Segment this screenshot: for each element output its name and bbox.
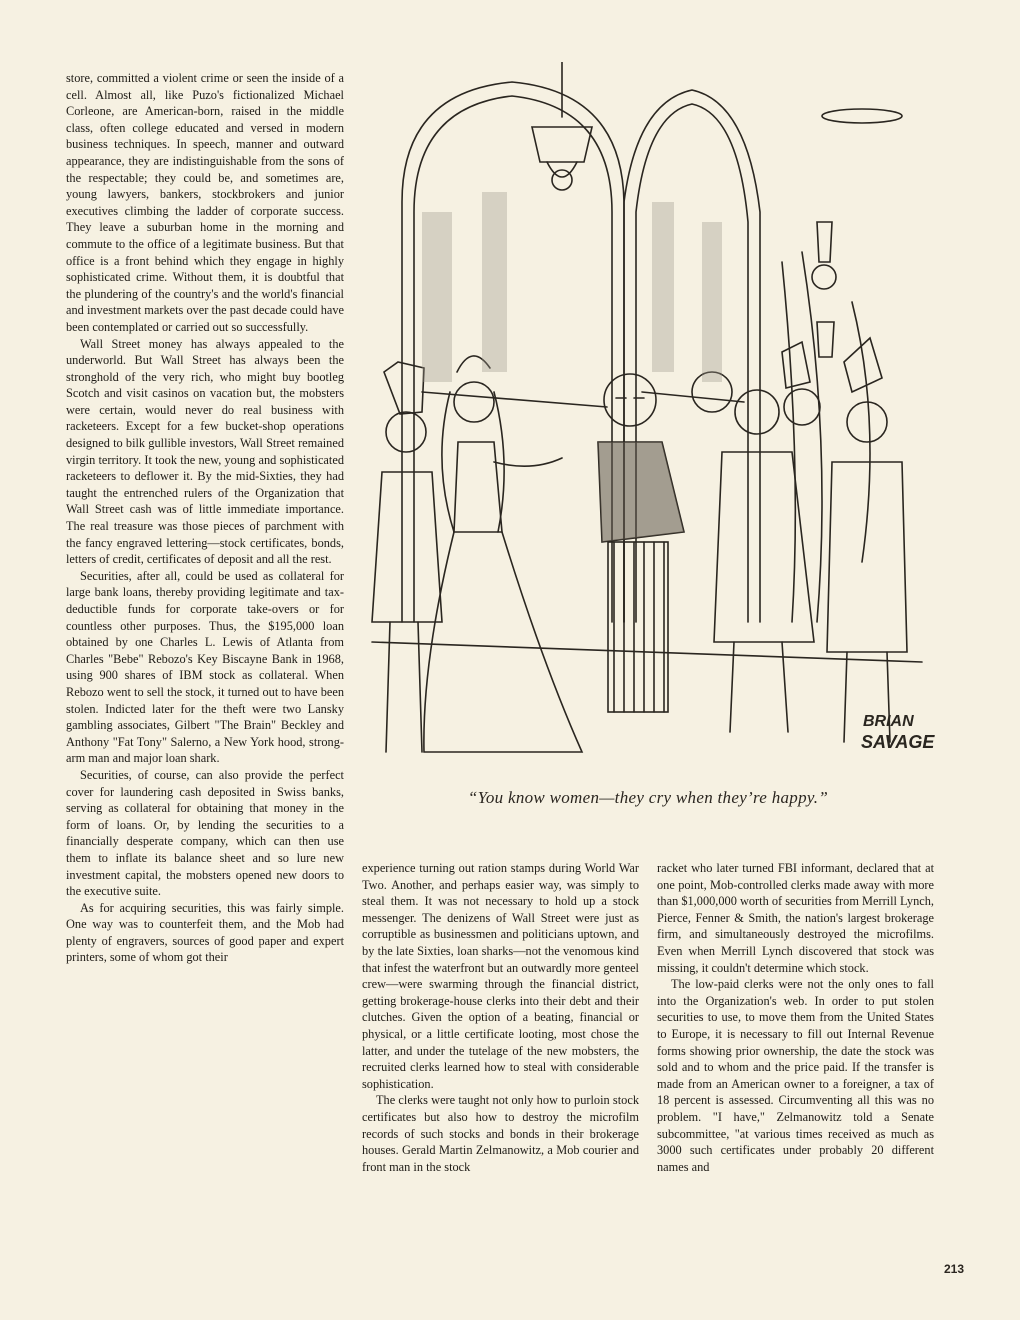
paragraph: Securities, after all, could be used as collateral for large bank loans, thereby providing legitimate and tax-deductible funds for corporate take-overs or for countless other purposes. Thus, the $195,000 loan obtained by one Charles L. Lewis of Atlanta from Charles "Bebe" Rebozo's Key Biscayne Bank in 1968, using 900 shares of IBM stock as collateral. When Rebozo went to sell the stock, it turned out to have been stolen. Indicted later for the theft were two Lansky gambling associates, Gilbert "The Brain" Beckley and Anthony "Fat Tony" Salerno, a New York hood, strong-arm man and major loan shark. <box>66 568 344 766</box>
paragraph: The clerks were taught not only how to purloin stock certificates but also how to destroy the microfilm records of such stocks and bonds in their brokerage houses. Gerald Martin Zelmanowitz, a Mob courier and front man in the stock <box>362 1093 639 1174</box>
paragraph: Securities, of course, can also provide the perfect cover for laundering cash deposited in Swiss banks, serving as collateral for obtaining that money in the form of loans. Or, by lending the securities to a financially desperate company, which can then use them to inflate its balance sheet and so lure new investment capital, the mobsters opened new doors to the executive suite. <box>66 767 344 899</box>
cartoon-illustration <box>362 62 934 774</box>
cartoonist-signature <box>857 706 937 756</box>
article-column-2 <box>362 860 639 1175</box>
page-number: 213 <box>944 1262 965 1276</box>
paragraph: experience turning out ration stamps during World War Two. Another, and perhaps easier way, was simply to steal them. It was not necessary to hold up a stock messenger. The denizens of Wall Street were just as corruptible as businessmen and politicians uptown, and by the late Sixties, loan sharks—not the venomous kind that infest the waterfront but an outwardly more genteel crew—were swarming through the financial district, getting brokerage-house clerks into their debt and their clutches. Given the option of a beating, financial or physical, or a little certificate looting, most chose the latter, and under the tutelage of the new mobsters, the recruited clerks learned how to steal with considerable sophistication. <box>362 861 639 1091</box>
paragraph: Wall Street money has always appealed to the underworld. But Wall Street has always been the stronghold of the very rich, who might buy bootleg Scotch and visit casinos on vacation but, the mobsters were certain, would never do real business with racketeers. Except for a few bucket-shop operations designed to bilk gullible investors, Wall Street remained virgin territory. It took the new, young and sophisticated racketeers to deflower it. By the mid-Sixties, they had taught the entrenched rulers of the Organization that Wall Street cash was of little immediate importance. The real treasure was those pieces of parchment with the fancy engraved lettering—stock certificates, bonds, letters of credit, certificates of deposit and all the rest. <box>66 336 344 567</box>
article-column-1 <box>66 70 344 966</box>
svg-text:BRIAN: BRIAN <box>863 713 914 730</box>
cartoon-wedding-drawing <box>362 62 934 774</box>
paragraph: As for acquiring securities, this was fairly simple. One way was to counterfeit them, and the Mob had plenty of engravers, sources of good paper and expert printers, some of whom got their <box>66 900 344 965</box>
cartoon-caption: “You know women—they cry when they’re happy.” <box>467 788 829 807</box>
paragraph: store, committed a violent crime or seen the inside of a cell. Almost all, like Puzo's fictionalized Michael Corleone, are American-born, raised in the middle class, often college educated and versed in modern business techniques. In speech, manner and outward appearance, they are indistinguishable from the sons of the respectable; they could be, and sometimes are, young lawyers, bankers, stockbrokers and junior executives climbing the ladder of corporate success. They leave a suburban home in the morning and commute to the office of a legitimate business. But that office is a front behind which they engage in highly sophisticated crime. Without them, it is doubtful that the plundering of the country's and the world's financial and investment markets over the past decade could have been contemplated or carried out so successfully. <box>66 71 344 334</box>
svg-text:SAVAGE: SAVAGE <box>861 732 935 752</box>
paragraph: The low-paid clerks were not the only ones to fall into the Organization's web. In order to put stolen securities to use, to move them from the United States to Europe, it is necessary to fill out Internal Revenue forms showing prior ownership, the date the stock was sold and to whom and the price paid. If the transfer is made from an American owner to a foreigner, a tax of 18 percent is assessed. Circumventing all this was no problem. "I have," Zelmanowitz told a Senate subcommittee, "at various times received as much as 3000 such certificates under probably 20 different names and <box>657 977 934 1174</box>
article-column-3 <box>657 860 934 1175</box>
paragraph: racket who later turned FBI informant, declared that at one point, Mob-controlled clerks made away with more than $1,000,000 worth of securities from Merrill Lynch, Pierce, Fenner & Smith, the nation's largest brokerage firm, and simultaneously destroyed the microfilms. Even when Merrill Lynch discovered that stock was missing, it couldn't determine which stock. <box>657 861 934 975</box>
